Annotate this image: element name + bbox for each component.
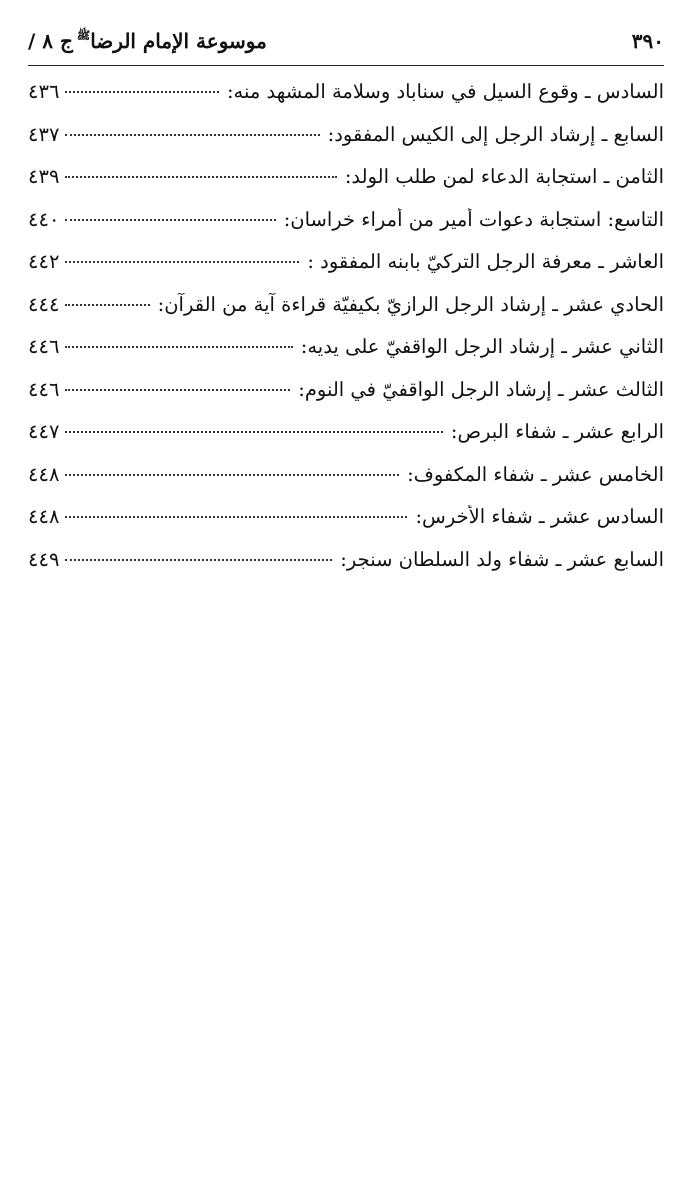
volume-label: / ج ٨: [28, 29, 73, 53]
toc-entry: [28, 80, 664, 123]
toc-entry-page: ٤٤٦: [28, 377, 60, 401]
toc-leader-dots: [65, 91, 219, 93]
toc-entry-page: ٤٣٦: [28, 80, 60, 103]
toc-entry-title: الرابع عشر ـ شفاء البرص:: [450, 420, 664, 443]
toc-entry-title: الحادي عشر ـ إرشاد الرجل الرازيّ بكيفيّة قراءة آية من القرآن:: [157, 292, 664, 316]
toc-entry-page: ٤٤٠: [28, 207, 60, 231]
toc-list: [28, 80, 664, 590]
toc-entry: [28, 208, 664, 251]
toc-entry-page: ٤٣٩: [28, 165, 60, 188]
toc-entry: [28, 420, 664, 463]
page-number: ٣٩٠: [631, 29, 664, 53]
toc-leader-dots: [65, 389, 290, 391]
toc-entry-page: ٤٤٢: [28, 250, 60, 273]
toc-entry: [28, 548, 664, 591]
header-rule: [28, 65, 664, 66]
toc-entry-title: السادس ـ وقوع السيل في سناباد وسلامة المشهد منه:: [226, 80, 664, 103]
toc-entry: [28, 505, 664, 548]
toc-entry-page: ٤٤٨: [28, 505, 60, 528]
toc-entry: [28, 250, 664, 293]
toc-entry-page: ٤٤٩: [28, 547, 60, 571]
toc-leader-dots: [65, 516, 407, 518]
toc-leader-dots: [65, 134, 319, 136]
toc-leader-dots: [65, 219, 275, 221]
toc-entry: [28, 123, 664, 166]
page-header: [28, 24, 664, 58]
toc-leader-dots: [65, 261, 299, 263]
toc-entry-title: الثامن ـ استجابة الدعاء لمن طلب الولد:: [344, 165, 664, 188]
toc-entry-title: الثالث عشر ـ إرشاد الرجل الواقفيّ في النوم:: [298, 377, 664, 401]
toc-leader-dots: [65, 346, 292, 348]
toc-leader-dots: [65, 304, 149, 306]
toc-entry-title: الخامس عشر ـ شفاء المكفوف:: [407, 462, 664, 486]
toc-entry: [28, 463, 664, 506]
toc-entry-title: الثاني عشر ـ إرشاد الرجل الواقفيّ على يديه:: [300, 335, 664, 358]
toc-entry: [28, 165, 664, 208]
toc-entry-title: العاشر ـ معرفة الرجل التركيّ بابنه المفقود :: [307, 250, 664, 273]
toc-entry-page: ٤٤٨: [28, 462, 60, 486]
toc-leader-dots: [65, 431, 442, 433]
toc-leader-dots: [65, 559, 332, 561]
honorific-glyph: ﷺ: [76, 29, 91, 42]
toc-entry: [28, 293, 664, 336]
toc-leader-dots: [65, 176, 336, 178]
toc-entry-page: ٤٤٦: [28, 335, 60, 358]
toc-entry-title: السادس عشر ـ شفاء الأخرس:: [415, 505, 664, 528]
running-title: [77, 29, 267, 53]
toc-entry-page: ٤٤٧: [28, 420, 60, 443]
toc-entry: [28, 335, 664, 378]
running-title-text: موسوعة الإمام الرضا: [90, 29, 267, 53]
toc-entry-title: السابع عشر ـ شفاء ولد السلطان سنجر:: [340, 547, 664, 571]
toc-leader-dots: [65, 474, 399, 476]
toc-entry-page: ٤٤٤: [28, 292, 60, 316]
toc-entry-title: التاسع: استجابة دعوات أمير من أمراء خراسان:: [283, 207, 664, 231]
toc-entry-page: ٤٣٧: [28, 122, 60, 146]
running-header: [28, 29, 267, 53]
toc-entry: [28, 378, 664, 421]
toc-entry-title: السابع ـ إرشاد الرجل إلى الكيس المفقود:: [327, 122, 664, 146]
